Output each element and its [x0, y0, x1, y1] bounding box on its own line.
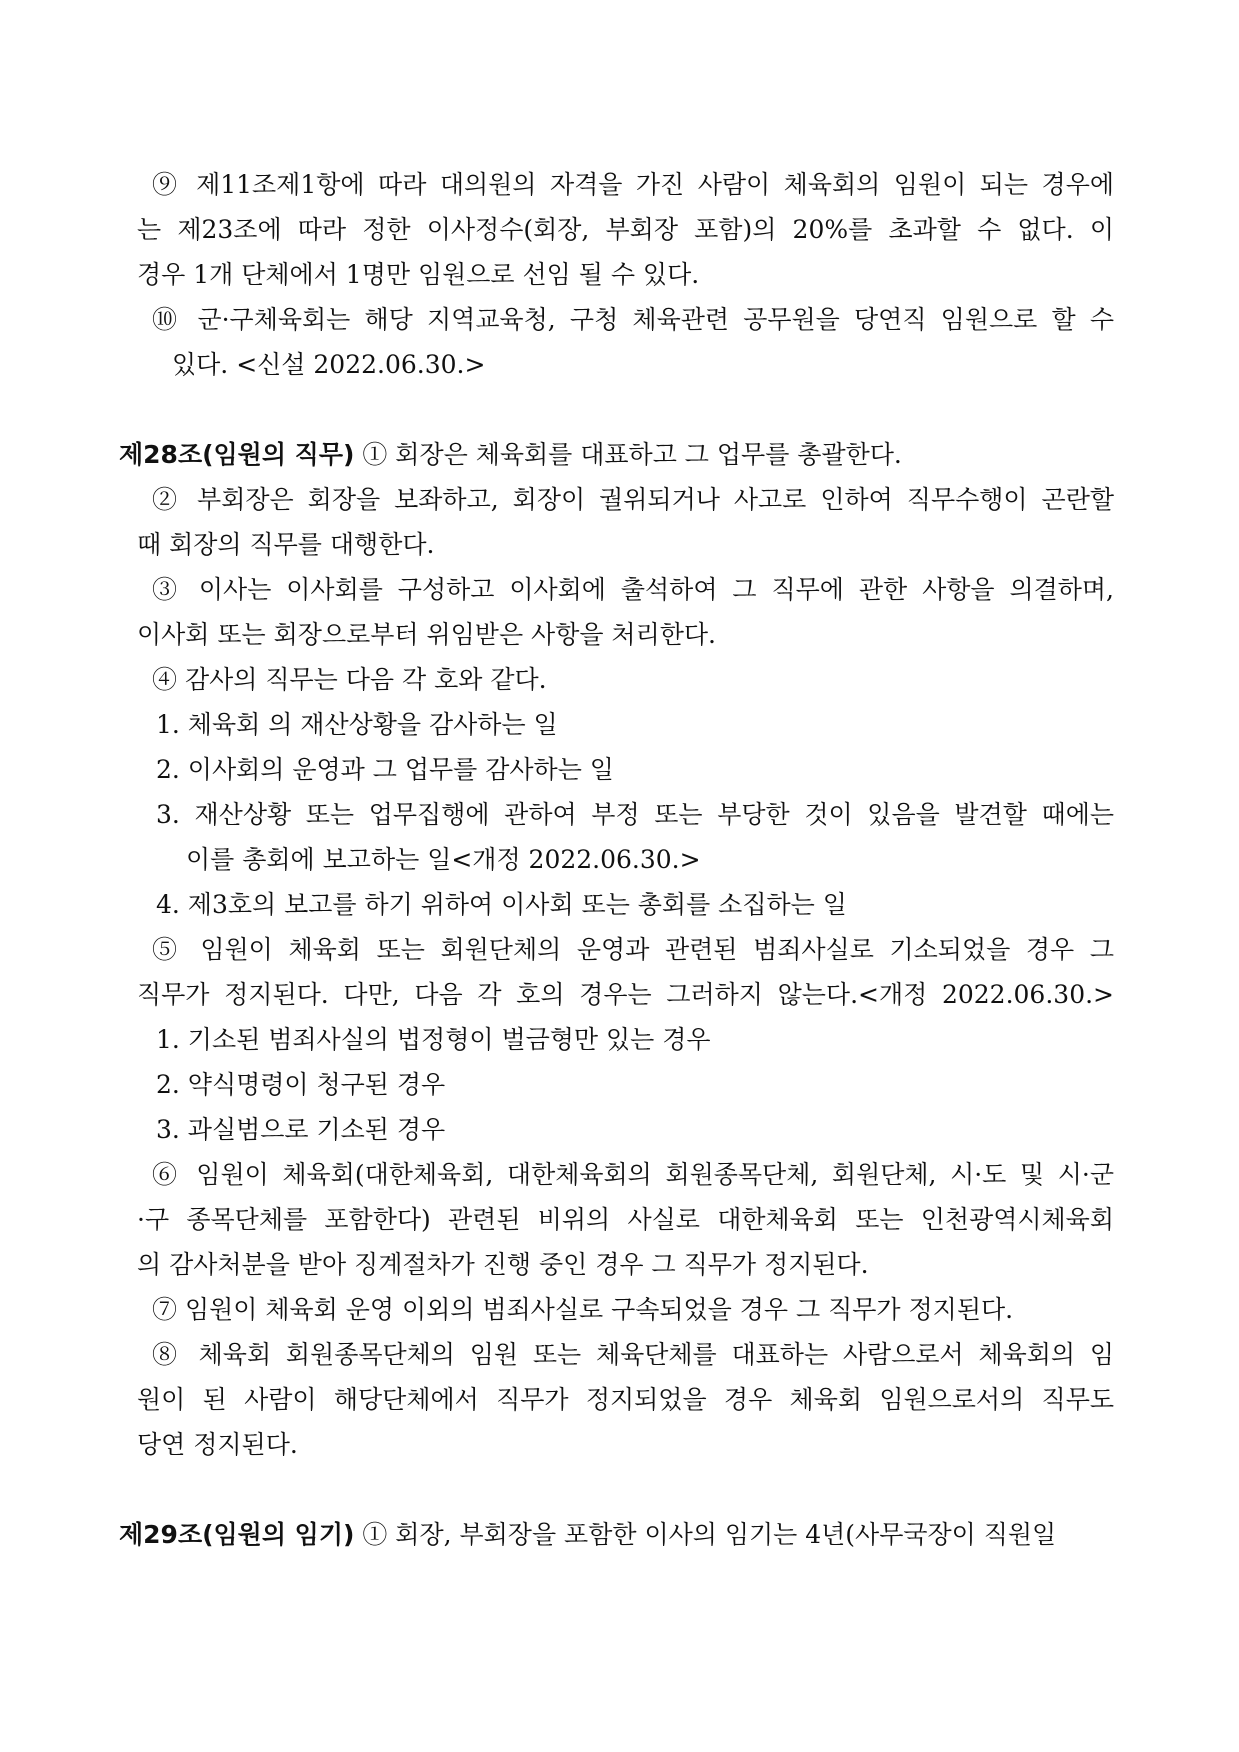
article28-title: 제28조(임원의 직무)	[119, 440, 355, 469]
article28-para2-line2: 때 회장의 직무를 대행한다.	[137, 530, 435, 559]
article27-para10-line2: 있다. <신설 2022.06.30.>	[172, 350, 486, 379]
article28-para1: ① 회장은 체육회를 대표하고 그 업무를 총괄한다.	[362, 440, 902, 469]
article27-para9-line3: 경우 1개 단체에서 1명만 임원으로 선임 될 수 있다.	[137, 260, 700, 289]
article28-para3-line2: 이사회 또는 회장으로부터 위임받은 사항을 처리한다.	[137, 620, 716, 649]
article27-para9-line1: ⑨ 제11조제1항에 따라 대의원의 자격을 가진 사람이 체육회의 임원이 되는 경우에	[152, 170, 1114, 199]
article28-para4-item3-line1: 3. 재산상황 또는 업무집행에 관하여 부정 또는 부당한 것이 있음을 발견할 때에는	[156, 800, 1114, 829]
article27-para10-line1: ⑩ 군·구체육회는 해당 지역교육청, 구청 체육관련 공무원을 당연직 임원으로 할 수	[152, 305, 1114, 334]
article28-para5-item1: 1. 기소된 범죄사실의 법정형이 벌금형만 있는 경우	[156, 1025, 711, 1054]
article28-para6-line3: 의 감사처분을 받아 징계절차가 진행 중인 경우 그 직무가 정지된다.	[137, 1250, 869, 1279]
article28-para8-line3: 당연 정지된다.	[137, 1430, 298, 1459]
article28-para4: ④ 감사의 직무는 다음 각 호와 같다.	[152, 665, 547, 694]
article28-para5-item3: 3. 과실범으로 기소된 경우	[156, 1115, 446, 1144]
article28-para4-item4: 4. 제3호의 보고를 하기 위하여 이사회 또는 총회를 소집하는 일	[156, 890, 847, 919]
article28-para6-line2: ·구 종목단체를 포함한다) 관련된 비위의 사실로 대한체육회 또는 인천광역시체육회	[137, 1205, 1114, 1234]
article28-first-line	[119, 440, 1114, 470]
article28-para2-line1: ② 부회장은 회장을 보좌하고, 회장이 궐위되거나 사고로 인하여 직무수행이 곤란할	[152, 485, 1114, 514]
article28-para8-line1: ⑧ 체육회 회원종목단체의 임원 또는 체육단체를 대표하는 사람으로서 체육회의 임	[152, 1340, 1114, 1369]
article28-para6-line1: ⑥ 임원이 체육회(대한체육회, 대한체육회의 회원종목단체, 회원단체, 시·도 및 시·군	[152, 1160, 1114, 1189]
article28-para5-line1: ⑤ 임원이 체육회 또는 회원단체의 운영과 관련된 범죄사실로 기소되었을 경우 그	[152, 935, 1114, 964]
article28-para4-item3-line2: 이를 총회에 보고하는 일<개정 2022.06.30.>	[186, 845, 701, 874]
article28-para8-line2: 원이 된 사람이 해당단체에서 직무가 정지되었을 경우 체육회 임원으로서의 직무도	[137, 1385, 1114, 1414]
article28-para5-item2: 2. 약식명령이 청구된 경우	[156, 1070, 446, 1099]
article29-first-line	[119, 1520, 1114, 1550]
article29-para1: ① 회장, 부회장을 포함한 이사의 임기는 4년(사무국장이 직원일	[362, 1520, 1057, 1549]
article28-para7: ⑦ 임원이 체육회 운영 이외의 범죄사실로 구속되었을 경우 그 직무가 정지된다.	[152, 1295, 1014, 1324]
article28-para3-line1: ③ 이사는 이사회를 구성하고 이사회에 출석하여 그 직무에 관한 사항을 의결하며,	[152, 575, 1114, 604]
article28-para4-item1: 1. 체육회 의 재산상황을 감사하는 일	[156, 710, 558, 739]
article27-para9-line2: 는 제23조에 따라 정한 이사정수(회장, 부회장 포함)의 20%를 초과할 수 없다. 이	[137, 215, 1114, 244]
article28-para5-line2: 직무가 정지된다. 다만, 다음 각 호의 경우는 그러하지 않는다.<개정 2022.06.30.>	[137, 980, 1114, 1009]
article29-title: 제29조(임원의 임기)	[119, 1520, 355, 1549]
article28-para4-item2: 2. 이사회의 운영과 그 업무를 감사하는 일	[156, 755, 614, 784]
